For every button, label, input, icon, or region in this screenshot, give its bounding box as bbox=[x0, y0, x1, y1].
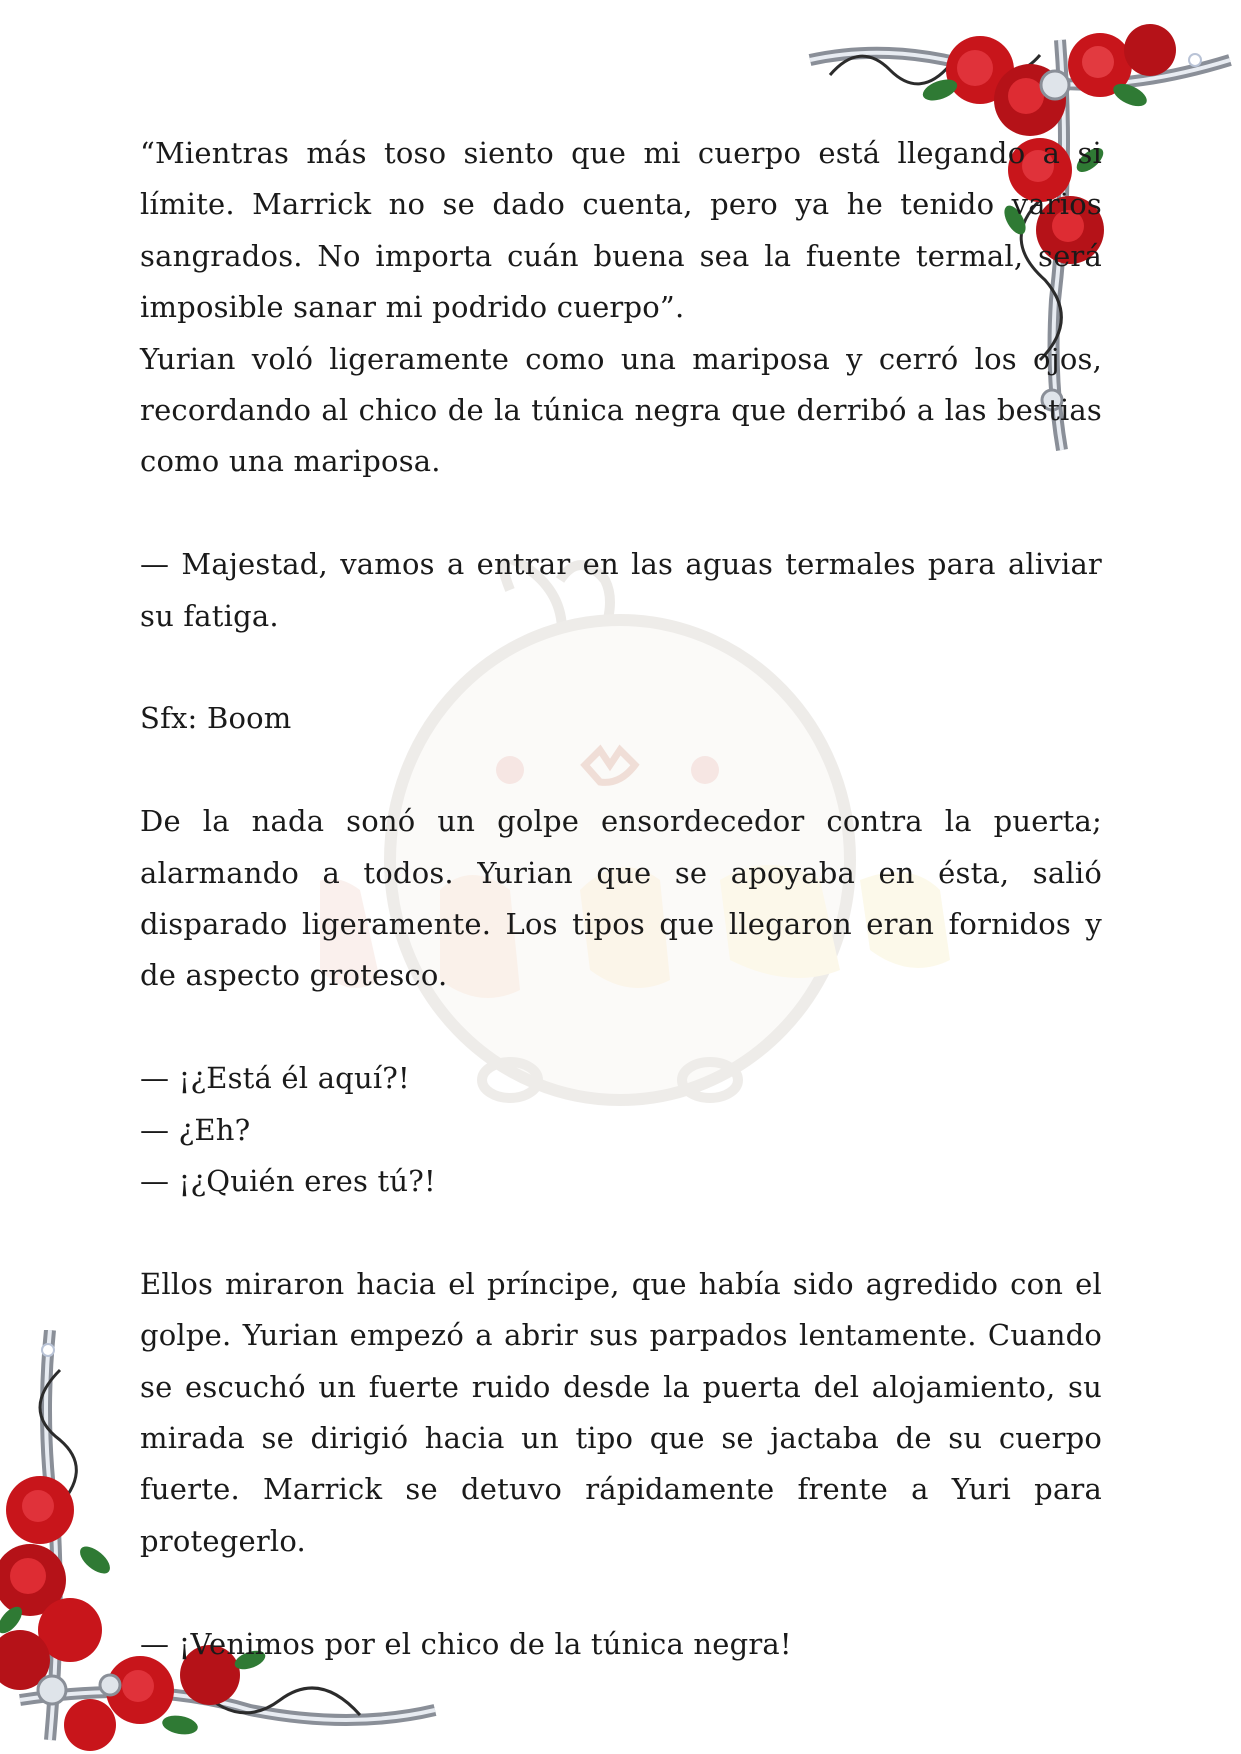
blank-line bbox=[140, 1002, 1102, 1053]
blank-line bbox=[140, 488, 1102, 539]
blank-line bbox=[140, 1567, 1102, 1618]
blank-line bbox=[140, 1207, 1102, 1258]
paragraph: “Mientras más toso siento que mi cuerpo está llegando a si límite. Marrick no se dado cuenta, pero ya he tenido varios sangrados. No importa cuán buena sea la fuente termal, será imposible sanar mi podrido cuerpo”. bbox=[140, 136, 1102, 325]
blank-line bbox=[140, 642, 1102, 693]
dialogue-line: — ¡¿Está él aquí?! bbox=[140, 1061, 410, 1096]
paragraph: Yurian voló ligeramente como una mariposa y cerró los ojos, recordando al chico de la túnica negra que derribó a las bestias como una mariposa. bbox=[140, 341, 1102, 479]
paragraph: De la nada sonó un golpe ensordecedor contra la puerta; alarmando a todos. Yurian que se apoyaba en ésta, salió disparado ligeramente. Los tipos que llegaron eran fornidos y de aspecto grotesco. bbox=[140, 804, 1102, 993]
dialogue-line: — ¡¿Quién eres tú?! bbox=[140, 1164, 436, 1199]
dialogue-line: — ¿Eh? bbox=[140, 1112, 251, 1147]
dialogue-line: — Majestad, vamos a entrar en las aguas termales para aliviar su fatiga. bbox=[140, 547, 1102, 633]
dialogue-line: — ¡Venimos por el chico de la túnica negra! bbox=[140, 1626, 792, 1661]
blank-line bbox=[140, 745, 1102, 796]
paragraph: Ellos miraron hacia el príncipe, que había sido agredido con el golpe. Yurian empezó a abrir sus parpados lentamente. Cuando se escuchó un fuerte ruido desde la puerta del alojamiento, su mirada se dirigió hacia un tipo que se jactaba de su cuerpo fuerte. Marrick se detuvo rápidamente frente a Yuri para protegerlo. bbox=[140, 1266, 1102, 1558]
sound-effect-line: Sfx: Boom bbox=[140, 701, 292, 736]
document-body bbox=[140, 128, 1102, 1670]
